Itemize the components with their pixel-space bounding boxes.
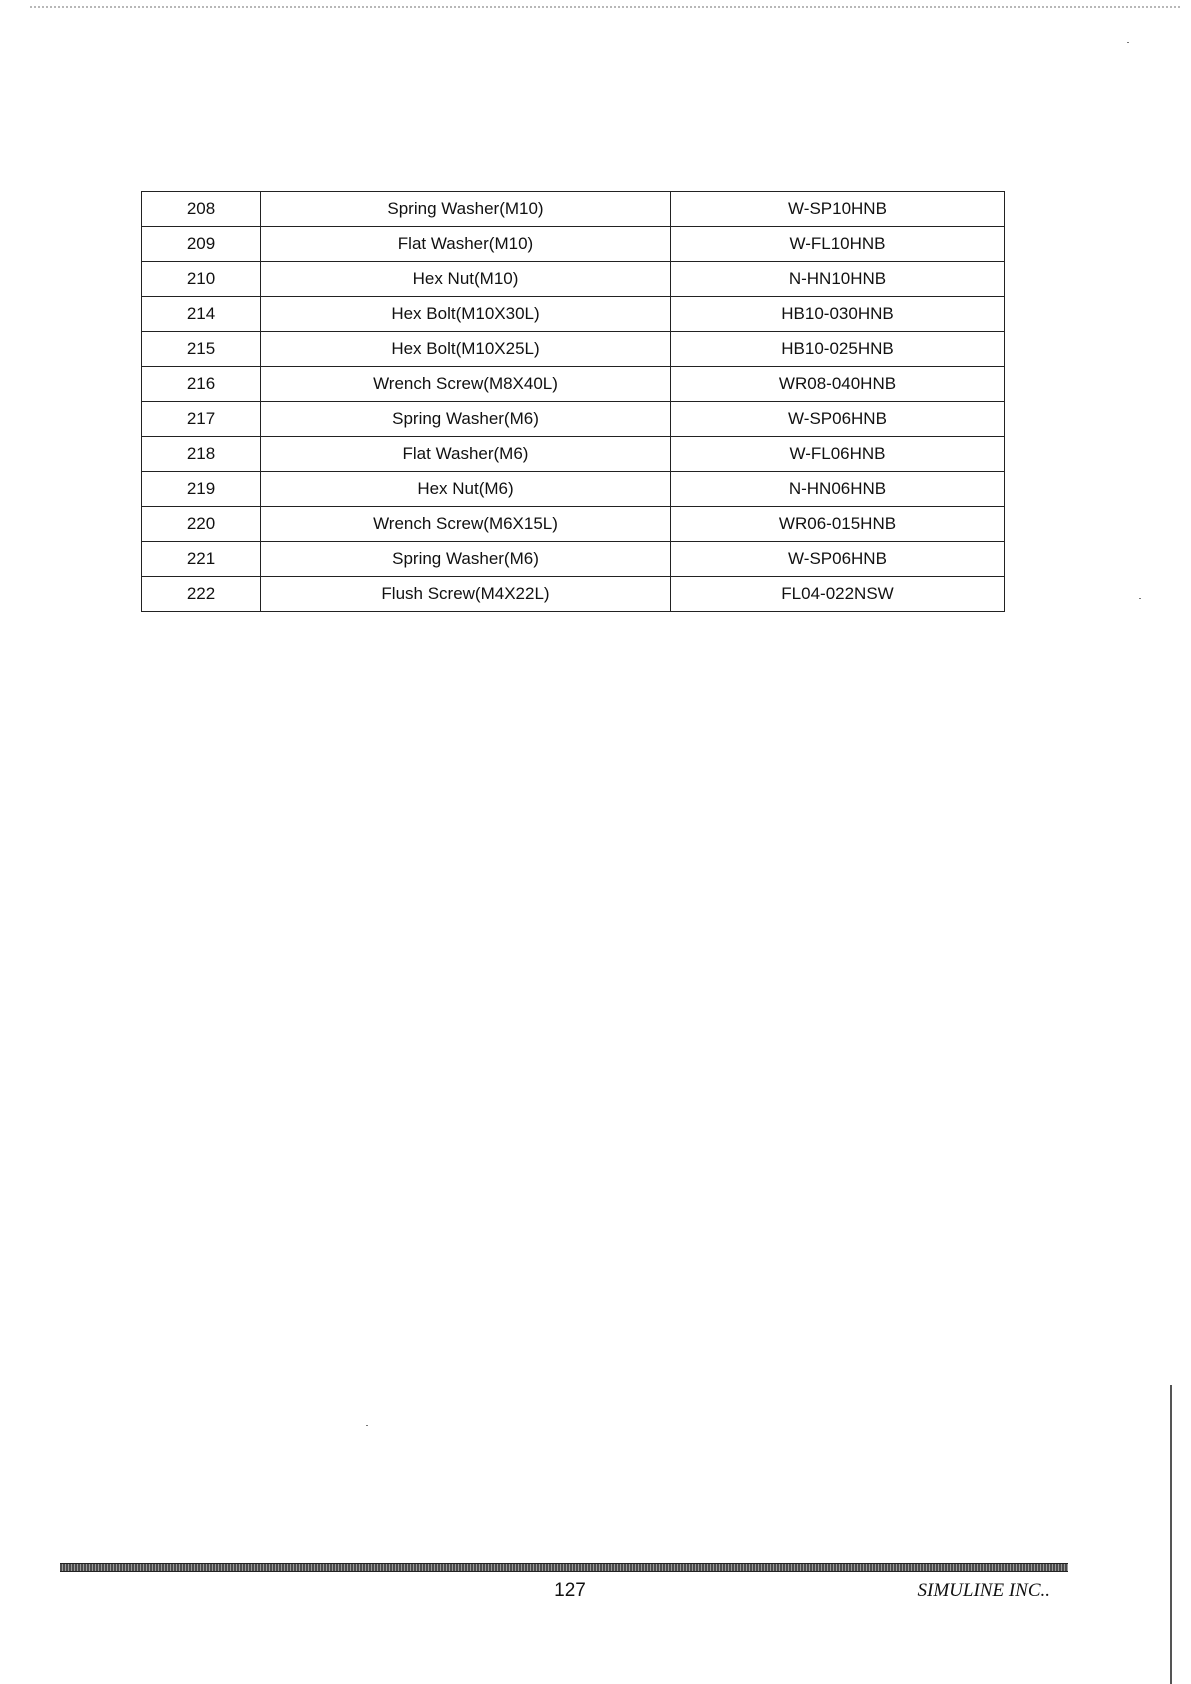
part-code-cell: W-FL10HNB — [671, 227, 1005, 262]
part-code-cell: WR08-040HNB — [671, 367, 1005, 402]
scan-edge-right — [1170, 1385, 1172, 1684]
part-code-cell: W-SP10HNB — [671, 192, 1005, 227]
part-code-cell: W-SP06HNB — [671, 542, 1005, 577]
part-number-cell: 210 — [142, 262, 261, 297]
part-description-cell: Flush Screw(M4X22L) — [261, 577, 671, 612]
part-number-cell: 215 — [142, 332, 261, 367]
table-row — [142, 332, 1005, 367]
table-row — [142, 262, 1005, 297]
part-description-cell: Spring Washer(M6) — [261, 542, 671, 577]
part-code-cell: N-HN06HNB — [671, 472, 1005, 507]
part-code-cell: HB10-030HNB — [671, 297, 1005, 332]
part-code-cell: W-FL06HNB — [671, 437, 1005, 472]
part-description-cell: Wrench Screw(M6X15L) — [261, 507, 671, 542]
page-number: 127 — [554, 1580, 586, 1601]
part-number-cell: 208 — [142, 192, 261, 227]
part-code-cell: N-HN10HNB — [671, 262, 1005, 297]
footer-rule — [60, 1563, 1068, 1572]
table-row — [142, 542, 1005, 577]
part-number-cell: 220 — [142, 507, 261, 542]
part-description-cell: Hex Bolt(M10X30L) — [261, 297, 671, 332]
table-row — [142, 437, 1005, 472]
scan-speck — [1139, 598, 1141, 599]
part-description-cell: Spring Washer(M10) — [261, 192, 671, 227]
scan-speck — [366, 1425, 368, 1426]
part-description-cell: Spring Washer(M6) — [261, 402, 671, 437]
part-description-cell: Flat Washer(M6) — [261, 437, 671, 472]
scan-speck — [1127, 42, 1129, 43]
part-description-cell: Hex Nut(M10) — [261, 262, 671, 297]
part-number-cell: 221 — [142, 542, 261, 577]
part-description-cell: Hex Nut(M6) — [261, 472, 671, 507]
part-number-cell: 217 — [142, 402, 261, 437]
part-description-cell: Flat Washer(M10) — [261, 227, 671, 262]
table-row — [142, 472, 1005, 507]
part-description-cell: Hex Bolt(M10X25L) — [261, 332, 671, 367]
table-row — [142, 297, 1005, 332]
part-number-cell: 222 — [142, 577, 261, 612]
table-row — [142, 507, 1005, 542]
parts-table-body — [142, 192, 1005, 612]
part-code-cell: FL04-022NSW — [671, 577, 1005, 612]
part-number-cell: 216 — [142, 367, 261, 402]
part-number-cell: 218 — [142, 437, 261, 472]
table-row — [142, 192, 1005, 227]
table-row — [142, 577, 1005, 612]
part-code-cell: HB10-025HNB — [671, 332, 1005, 367]
scan-edge-top — [30, 6, 1180, 8]
table-row — [142, 367, 1005, 402]
part-number-cell: 209 — [142, 227, 261, 262]
table-row — [142, 227, 1005, 262]
part-number-cell: 219 — [142, 472, 261, 507]
table-row — [142, 402, 1005, 437]
company-name: SIMULINE INC.. — [917, 1580, 1050, 1601]
part-code-cell: WR06-015HNB — [671, 507, 1005, 542]
part-description-cell: Wrench Screw(M8X40L) — [261, 367, 671, 402]
part-code-cell: W-SP06HNB — [671, 402, 1005, 437]
parts-table — [141, 191, 1005, 612]
part-number-cell: 214 — [142, 297, 261, 332]
